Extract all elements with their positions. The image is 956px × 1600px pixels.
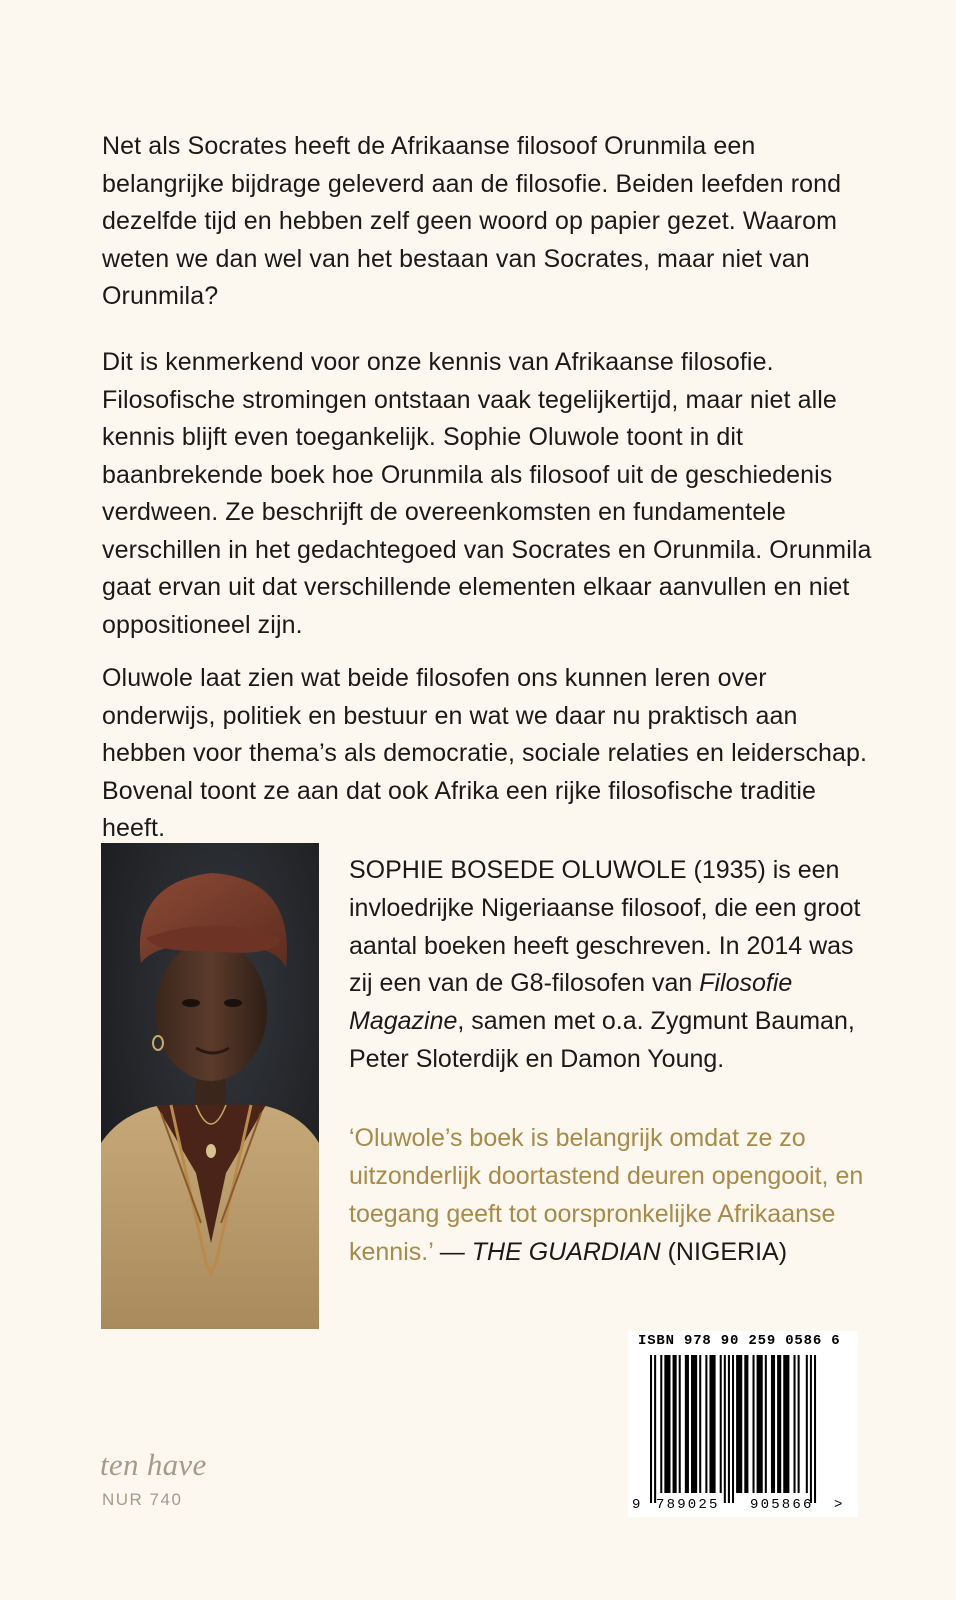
blurb-paragraph-3: Oluwole laat zien wat beide filosofen ons kunnen leren over onderwijs, politiek en bestuur en wat we daar nu praktisch aan hebben voor thema’s als democratie, sociale relaties en leiderschap. Bovenal toont ze aan dat ook Afrika een rijke filosofische traditie heeft. [102, 664, 868, 842]
nur-code: NUR 740 [102, 1490, 183, 1509]
author-bio-magazine: Filosofie Magazine [349, 969, 793, 1036]
barcode-digits-group1: 789025 [656, 1497, 720, 1513]
barcode-bar [777, 1355, 781, 1493]
author-bio-text-2: , samen met o.a. Zygmunt Bauman, Peter Sloterdijk en Damon Young. [349, 1007, 855, 1073]
barcode-bar [765, 1355, 767, 1493]
barcode-bar [650, 1355, 652, 1503]
blurb-paragraph-1: Net als Socrates heeft de Afrikaanse filosoof Orunmila een belangrijke bijdrage geleverd aan de filosofie. Beiden leefden rond dezelfde tijd en hebben zelf geen woord op papier gezet. Waarom weten we dan wel van het bestaan van Socrates, maar niet van Orunmila? [102, 132, 842, 310]
barcode-bar [709, 1355, 715, 1493]
barcode [628, 1331, 858, 1517]
barcode-bar [753, 1355, 755, 1493]
quote-text: ‘Oluwole’s boek is belangrijk omdat ze zo uitzonderlijk doortastend deuren opengooit, en toegang geeft tot oorspronkelijke Afrikaanse kennis.’ [349, 1124, 864, 1266]
barcode-bar [814, 1355, 816, 1503]
quote-source-suffix: (NIGERIA) [660, 1238, 788, 1266]
barcode-bar [699, 1355, 701, 1493]
blurb-paragraph-2: Dit is kenmerkend voor onze kennis van Afrikaanse filosofie. Filosofische stromingen ontstaan vaak tegelijkertijd, maar niet alle kennis blijft even toegankelijk. Sophie Oluwole toont in dit baanbrekende boek hoe Orunmila als filosoof uit de geschiedenis verdween. Ze beschrijft de overeenkomsten en fundamentele verschillen in het gedachtegoed van Socrates en Orunmila. Orunmila gaat ervan uit dat verschillende elementen elkaar aanvullen en niet oppositioneel zijn. [102, 348, 872, 639]
barcode-bar [654, 1355, 656, 1503]
barcode-bar [679, 1355, 681, 1493]
barcode-arrow: > [834, 1497, 845, 1513]
barcode-bar [685, 1355, 689, 1493]
barcode-bar [728, 1355, 730, 1503]
barcode-bar [810, 1355, 812, 1503]
barcode-bar [673, 1355, 677, 1493]
barcode-bar [705, 1355, 707, 1493]
quote-source-title: THE GUARDIAN [471, 1238, 661, 1266]
publisher-logo: ten have [100, 1447, 207, 1482]
barcode-bar [794, 1355, 796, 1493]
author-bio-text-1: SOPHIE BOSEDE OLUWOLE (1935) is een invloedrijke Nigeriaanse filosoof, die een groot aantal boeken heeft geschreven. In 2014 was zij een van de G8-filosofen van [349, 856, 861, 998]
isbn-label: ISBN 978 90 259 0586 6 [638, 1333, 841, 1349]
barcode-digit-first: 9 [632, 1497, 643, 1513]
barcode-bar [783, 1355, 789, 1493]
barcode-bar [660, 1355, 662, 1493]
barcode-bars [650, 1355, 846, 1503]
barcode-bar [720, 1355, 722, 1493]
barcode-bar [798, 1355, 800, 1493]
barcode-bar [744, 1355, 748, 1493]
barcode-bar [771, 1355, 775, 1493]
author-portrait [101, 843, 319, 1329]
barcode-bar [732, 1355, 734, 1503]
barcode-bar [691, 1355, 697, 1493]
barcode-bar [757, 1355, 763, 1493]
barcode-bar [664, 1355, 670, 1493]
barcode-digits-group2: 905866 [750, 1497, 814, 1513]
author-bio [349, 852, 884, 1079]
press-quote [349, 1119, 889, 1271]
barcode-bar [736, 1355, 742, 1493]
quote-dash: — [432, 1238, 472, 1266]
barcode-bar [724, 1355, 726, 1503]
barcode-bar [806, 1355, 808, 1493]
